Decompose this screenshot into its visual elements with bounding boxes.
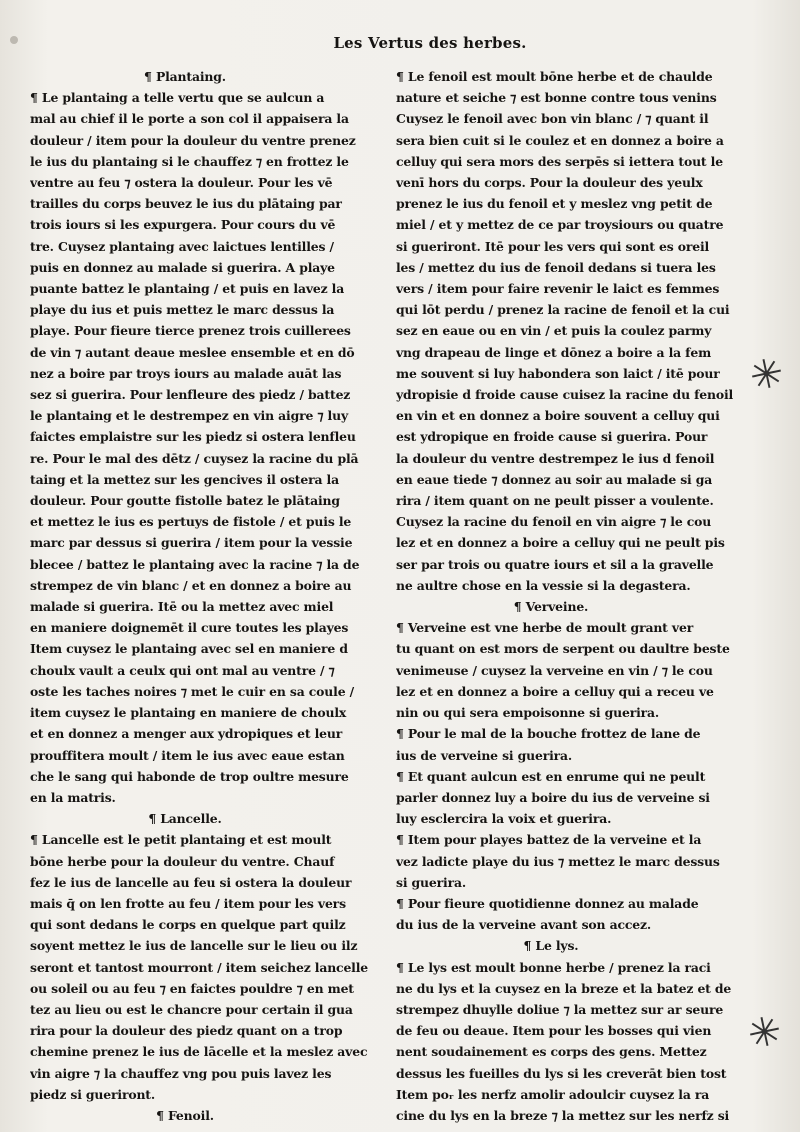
text-line: vng drapeau de linge et dōnez a boire a la fem	[396, 344, 712, 360]
text-line: oste les taches noires ⁊ met le cuir en sa coule /	[30, 683, 354, 699]
text-line: ¶ Le plantaing a telle vertu que se aulcun a	[30, 90, 325, 106]
text-line: prenez le ius du fenoil et y meslez vng petit de	[396, 196, 713, 212]
text-line: cine du lys en la breze ⁊ la mettez sur les nerfz si	[396, 1107, 730, 1123]
text-line: trailles du corps beuvez le ius du plātaing par	[30, 196, 342, 212]
text-line: venī hors du corps. Pour la douleur des yeulx	[396, 175, 703, 191]
text-line: trois iours si les expurgera. Pour cours du vē	[30, 217, 336, 233]
text-line: ne aultre chose en la vessie si la degastera.	[396, 577, 691, 593]
text-line: Item cuysez le plantaing avec sel en maniere d	[30, 641, 348, 657]
text-line: nez a boire par troys iours au malade auāt las	[30, 365, 342, 381]
text-line: nent soudainement es corps des gens. Mettez	[396, 1044, 707, 1060]
text-line: douleur. Pour goutte fistolle batez le plātaing	[30, 493, 340, 509]
text-line: de feu ou deaue. Item pour les bosses qui vien	[396, 1023, 712, 1039]
text-line: vin aigre ⁊ la chauffez vng pou puis lavez les	[30, 1065, 332, 1081]
text-line: lez et en donnez a boire a celluy qui ne peult pis	[396, 535, 725, 551]
text-line: ¶ Et quant aulcun est en enrume qui ne peult	[396, 768, 706, 784]
text-line: strempez dhuylle doliue ⁊ la mettez sur ar seure	[396, 1001, 724, 1017]
text-line: strempez de vin blanc / et en donnez a boire au	[30, 577, 352, 593]
text-line: sez en eaue ou en vin / et puis la coulez parmy	[396, 323, 712, 339]
text-line: ¶ Pour le mal de la bouche frottez de lane de	[396, 726, 701, 742]
text-line: miel / et y mettez de ce par troysiours ou quatre	[396, 217, 724, 233]
text-line: piedz si gueriront.	[30, 1086, 156, 1102]
text-line: me souvent si luy habondera son laict / itē pour	[396, 365, 720, 381]
text-line: en eaue tiede ⁊ donnez au soir au malade si ga	[396, 471, 713, 487]
text-line: nature et seiche ⁊ est bonne contre tous venins	[396, 90, 717, 106]
running-head: Les Vertus des herbes.	[333, 34, 527, 52]
text-line: ne du lys et la cuysez en la breze et la batez et de	[396, 980, 732, 996]
text-line: chemine prenez le ius de lācelle et la meslez avec	[30, 1044, 368, 1060]
right-column	[396, 66, 746, 1126]
section-heading: ¶ Verveine.	[513, 599, 589, 615]
text-line: et en donnez a menger aux ydropiques et leur	[30, 726, 343, 742]
text-line: mais q̄ on len frotte au feu / item pour les vers	[30, 895, 346, 911]
text-line: vez ladicte playe du ius ⁊ mettez le marc dessus	[396, 853, 720, 869]
text-line: playe du ius et puis mettez le marc dessus la	[30, 302, 335, 318]
text-line: sera bien cuit si le coulez et en donnez a boire a	[396, 132, 724, 148]
text-line: blecee / battez le plantaing avec la racine ⁊ la de	[30, 556, 360, 572]
text-line: Cuysez le fenoil avec bon vin blanc / ⁊ quant il	[396, 111, 709, 127]
text-line: puante battez le plantaing / et puis en lavez la	[30, 281, 345, 297]
text-line: nin ou qui sera empoisonne si guerira.	[396, 705, 660, 721]
text-line: marc par dessus si guerira / item pour la vessie	[30, 535, 353, 551]
text-line: ¶ Item pour playes battez de la verveine et la	[396, 832, 702, 848]
text-line: che le sang qui habonde de trop oultre mesure	[30, 768, 349, 784]
text-line: le plantaing et le destrempez en vin aigre ⁊ luy	[30, 408, 348, 424]
text-line: malade si guerira. Itē ou la mettez avec miel	[30, 599, 334, 615]
text-line: et mettez le ius es pertuys de fistole / et puis le	[30, 514, 352, 530]
text-line: si gueriront. Itē pour les vers qui sont es oreil	[396, 238, 710, 254]
text-line: fez le ius de lancelle au feu si ostera la douleur	[30, 874, 352, 890]
text-line: ¶ Pour fieure quotidienne donnez au malade	[396, 895, 699, 911]
text-line: en la matris.	[30, 789, 116, 805]
text-line: ius de verveine si guerira.	[396, 747, 573, 763]
text-line: ou soleil ou au feu ⁊ en faictes pouldre ⁊ en met	[30, 980, 354, 996]
text-line: tre. Cuysez plantaing avec laictues lentilles /	[30, 238, 334, 254]
text-line: douleur / item pour la douleur du ventre prenez	[30, 132, 356, 148]
text-line: puis en donnez au malade si guerira. A playe	[30, 259, 335, 275]
text-line: ¶ Lancelle est le petit plantaing et est moult	[30, 832, 332, 848]
section-heading: ¶ Lancelle.	[148, 811, 222, 827]
text-line: ¶ Verveine est vne herbe de moult grant ver	[396, 620, 694, 636]
text-line: vers / item pour faire revenir le laict es femmes	[396, 281, 720, 297]
text-line: les / mettez du ius de fenoil dedans si tuera les	[396, 259, 716, 275]
text-line: rira pour la douleur des piedz quant on a trop	[30, 1023, 343, 1039]
text-line: si guerira.	[396, 874, 467, 890]
text-line: item cuysez le plantaing en maniere de choulx	[30, 705, 347, 721]
text-line: prouffitera moult / item le ius avec eaue estan	[30, 747, 345, 763]
text-line: du ius de la verveine avant son accez.	[396, 917, 652, 933]
text-line: lez et en donnez a boire a celluy qui a receu ve	[396, 683, 714, 699]
text-line: soyent mettez le ius de lancelle sur le lieu ou ilz	[30, 938, 358, 954]
text-line: est ydropique en froide cause si guerira. Pour	[396, 429, 708, 445]
section-heading: ¶ Le lys.	[523, 938, 579, 954]
text-line: dessus les fueilles du lys si les creverāt bien tost	[396, 1065, 727, 1081]
text-line: rira / item quant on ne peult pisser a voulente.	[396, 493, 714, 509]
margin-asterisk-mark: ✳	[743, 1007, 786, 1059]
text-line: tu quant on est mors de serpent ou daultre beste	[396, 641, 730, 657]
text-line: bōne herbe pour la douleur du ventre. Chauf	[30, 853, 335, 869]
text-line: Cuysez la racine du fenoil en vin aigre ⁊ le cou	[396, 514, 712, 530]
text-line: Item poᵣ les nerfz amolir adoulcir cuysez la ra	[396, 1086, 710, 1102]
margin-asterisk-mark: ✳	[745, 349, 788, 401]
text-line: celluy qui sera mors des serpēs si iettera tout le	[396, 153, 723, 169]
text-line: ventre au feu ⁊ ostera la douleur. Pour les vē	[30, 175, 333, 191]
text-line: en maniere doignemēt il cure toutes les playes	[30, 620, 349, 636]
text-line: la douleur du ventre destrempez le ius d fenoil	[396, 450, 715, 466]
text-line: qui sont dedans le corps en quelque part quilz	[30, 917, 346, 933]
text-line: de vin ⁊ autant deaue meslee ensemble et en dō	[30, 344, 355, 360]
text-line: qui lōt perdu / prenez la racine de fenoil et la cui	[396, 302, 730, 318]
text-line: venimeuse / cuysez la verveine en vin / ⁊ le cou	[396, 662, 713, 678]
section-heading: ¶ Plantaing.	[144, 69, 226, 84]
text-line: ¶ Le fenoil est moult bōne herbe et de chaulde	[396, 69, 713, 84]
text-line: ¶ Le lys est moult bonne herbe / prenez la raci	[396, 959, 711, 975]
left-column	[30, 66, 380, 1126]
text-line: choulx vault a ceulx qui ont mal au ventre / ⁊	[30, 662, 335, 678]
text-line: le ius du plantaing si le chauffez ⁊ en frottez le	[30, 153, 349, 169]
text-line: parler donnez luy a boire du ius de verveine si	[396, 789, 710, 805]
text-line: sez si guerira. Pour lenfleure des piedz / battez	[30, 387, 351, 403]
text-line: playe. Pour fieure tierce prenez trois cuillerees	[30, 323, 351, 339]
text-line: tez au lieu ou est le chancre pour certain il gua	[30, 1001, 353, 1017]
text-line: luy esclercira la voix et guerira.	[396, 811, 612, 827]
text-line: re. Pour le mal des dētz / cuysez la racine du plā	[30, 450, 359, 466]
text-line: ser par trois ou quatre iours et sil a la gravelle	[396, 556, 714, 572]
text-line: en vin et en donnez a boire souvent a celluy qui	[396, 408, 720, 424]
text-line: faictes emplaistre sur les piedz si ostera lenfleu	[30, 429, 356, 445]
text-line: ydropisie d froide cause cuisez la racine du fenoil	[396, 387, 734, 403]
text-line: seront et tantost mourront / item seichez lancelle	[30, 959, 369, 975]
text-line: taing et la mettez sur les gencives il ostera la	[30, 471, 339, 487]
text-line: mal au chief il le porte a son col il appaisera la	[30, 111, 349, 127]
section-heading: ¶ Fenoil.	[156, 1107, 214, 1123]
